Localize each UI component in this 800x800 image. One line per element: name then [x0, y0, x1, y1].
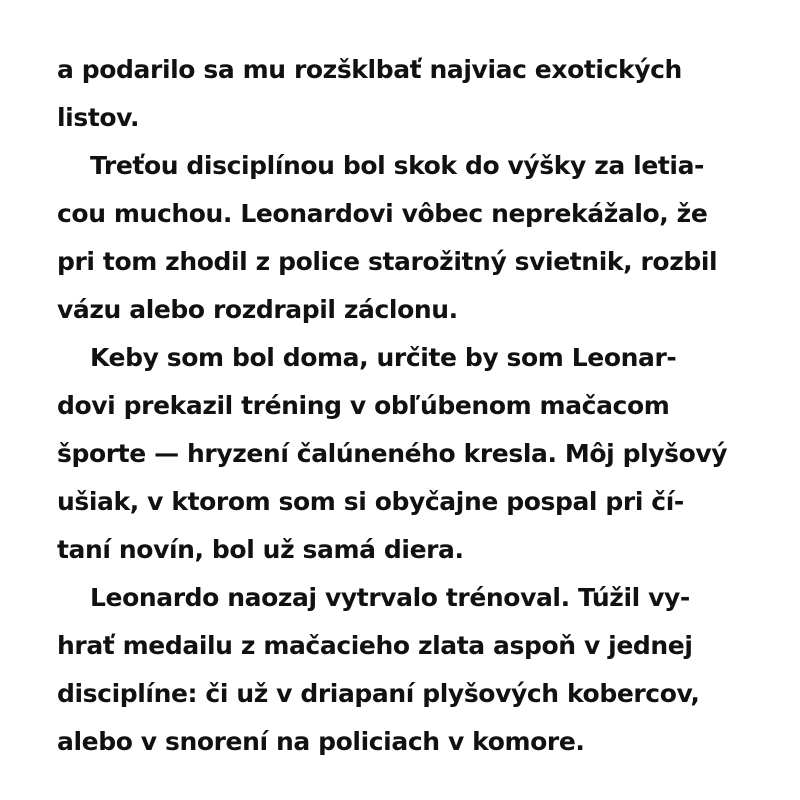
text-line: dovi prekazil tréning v obľúbenom mačacom: [57, 391, 670, 420]
paragraph-start-line: Keby som bol doma, určite by som Leonar-: [90, 343, 677, 372]
paragraph-start-line: Leonardo naozaj vytrvalo trénoval. Túžil vy-: [90, 583, 690, 612]
text-line: listov.: [57, 103, 140, 132]
paragraph-start-line: Treťou disciplínou bol skok do výšky za letia-: [90, 151, 705, 180]
text-line: disciplíne: či už v driapaní plyšových kobercov,: [57, 679, 700, 708]
text-line: vázu alebo rozdrapil záclonu.: [57, 295, 458, 324]
text-line: taní novín, bol už samá diera.: [57, 535, 464, 564]
text-line: a podarilo sa mu rozšklbať najviac exotických: [57, 55, 682, 84]
text-line: športe — hryzení čalúneného kresla. Môj plyšový: [57, 439, 728, 468]
text-line: pri tom zhodil z police starožitný svietnik, rozbil: [57, 247, 718, 276]
text-line: hrať medailu z mačacieho zlata aspoň v jednej: [57, 631, 693, 660]
text-line: ušiak, v ktorom som si obyčajne pospal pri čí-: [57, 487, 684, 516]
text-line: cou muchou. Leonardovi vôbec neprekážalo, že: [57, 199, 708, 228]
text-line: alebo v snorení na policiach v komore.: [57, 727, 585, 756]
